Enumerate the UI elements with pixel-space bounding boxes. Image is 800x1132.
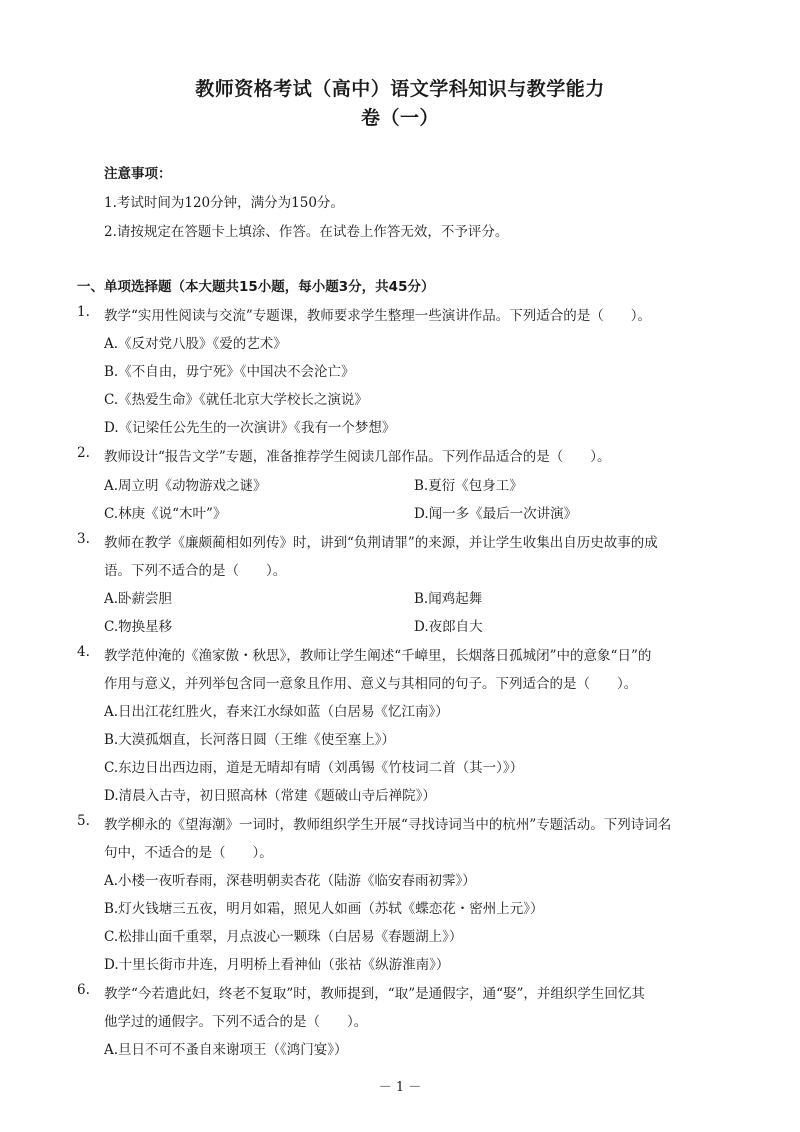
question-2-option-d: D.闻一多《最后一次讲演》: [414, 506, 578, 522]
question-4-stem-line1: 教学范仲淹的《渔家傲・秋思》，教师让学生阐述“千嶂里，长烟落日孤城闭”中的意象“日”的: [104, 648, 652, 664]
exam-title-line1: 教师资格考试（高中）语文学科知识与教学能力: [195, 78, 605, 100]
question-6-stem-line2: 他学过的通假字。下列不适合的是（ ）。: [104, 1014, 368, 1030]
question-1-option-d: D.《记梁任公先生的一次演讲》《我有一个梦想》: [104, 420, 396, 436]
question-2-number: 2.: [77, 445, 90, 461]
question-4-stem-line2: 作用与意义，并列举包含同一意象且作用、意义与其相同的句子。下列适合的是（ ）。: [104, 676, 638, 692]
question-5-number: 5.: [77, 813, 90, 829]
question-5-stem-line1: 教学柳永的《望海潮》一词时，教师组织学生开展“寻找诗词当中的杭州”专题活动。下列诗词名: [104, 817, 672, 833]
question-3-stem-line1: 教师在教学《廉颇蔺相如列传》时，讲到“负荆请罪”的来源，并让学生收集出自历史故事的成: [104, 535, 658, 551]
question-1-option-a: A.《反对党八股》《爱的艺术》: [104, 336, 287, 352]
question-5-option-d: D.十里长街市井连，月明桥上看神仙（张祜《纵游淮南》）: [104, 957, 450, 973]
question-2-stem: 教师设计“报告文学”专题，准备推荐学生阅读几部作品。下列作品适合的是（ ）。: [104, 449, 611, 465]
question-5-option-b: B.灯火钱塘三五夜，明月如霜，照见人如画（苏轼《蝶恋花・密州上元》）: [104, 901, 544, 917]
question-3-option-d: D.夜郎自大: [414, 619, 483, 635]
exam-title-line2: 卷（一）: [360, 107, 439, 129]
page-number: － 1 －: [378, 1080, 422, 1095]
question-4-number: 4.: [77, 644, 90, 660]
notice-item-1: 1.考试时间为120分钟，满分为150分。: [104, 195, 344, 211]
question-4-option-c: C.东边日出西边雨，道是无晴却有晴（刘禹锡《竹枝词二首（其一）》）: [104, 760, 524, 776]
question-4-option-b: B.大漠孤烟直，长河落日圆（王维《使至塞上》）: [104, 732, 395, 748]
notice-heading: 注意事项：: [104, 166, 172, 182]
question-5-stem-line2: 句中，不适合的是（ ）。: [104, 845, 273, 861]
question-5-option-a: A.小楼一夜听春雨，深巷明朝卖杏花（陆游《临安春雨初霁》）: [104, 873, 476, 889]
question-3-option-a: A.卧薪尝胆: [104, 591, 173, 607]
question-3-option-c: C.物换星移: [104, 619, 173, 635]
section-heading: 一、单项选择题（本大题共15小题，每小题3分，共45分）: [77, 279, 435, 295]
question-6-option-a: A.旦日不可不蚤自来谢项王（《鸿门宴》）: [104, 1042, 348, 1058]
question-2-option-c: C.林庚《说“木叶”》: [104, 506, 227, 522]
question-2-option-a: A.周立明《动物游戏之谜》: [104, 478, 267, 494]
question-1-stem: 教学“实用性阅读与交流”专题课，教师要求学生整理一些演讲作品。下列适合的是（ ）。: [104, 308, 652, 324]
question-2-option-b: B.夏衍《包身工》: [414, 478, 523, 494]
question-3-option-b: B.闻鸡起舞: [414, 591, 483, 607]
question-3-number: 3.: [77, 531, 90, 547]
question-6-number: 6.: [77, 982, 90, 998]
question-4-option-d: D.清晨入古寺，初日照高林（常建《题破山寺后禅院》）: [104, 788, 436, 804]
question-1-number: 1.: [77, 304, 90, 320]
question-4-option-a: A.日出江花红胜火，春来江水绿如蓝（白居易《忆江南》）: [104, 704, 449, 720]
question-3-stem-line2: 语。下列不适合的是（ ）。: [104, 563, 287, 579]
question-1-option-c: C.《热爱生命》《就任北京大学校长之演说》: [104, 392, 368, 408]
question-1-option-b: B.《不自由，毋宁死》《中国决不会沦亡》: [104, 364, 355, 380]
notice-item-2: 2.请按规定在答题卡上填涂、作答。在试卷上作答无效，不予评分。: [104, 224, 509, 240]
question-5-option-c: C.松排山面千重翠，月点波心一颗珠（白居易《春题湖上》）: [104, 929, 463, 945]
question-6-stem-line1: 教学“今若遣此妇，终老不复取”时，教师提到，“取”是通假字，通“娶”，并组织学生回忆其: [104, 986, 645, 1002]
